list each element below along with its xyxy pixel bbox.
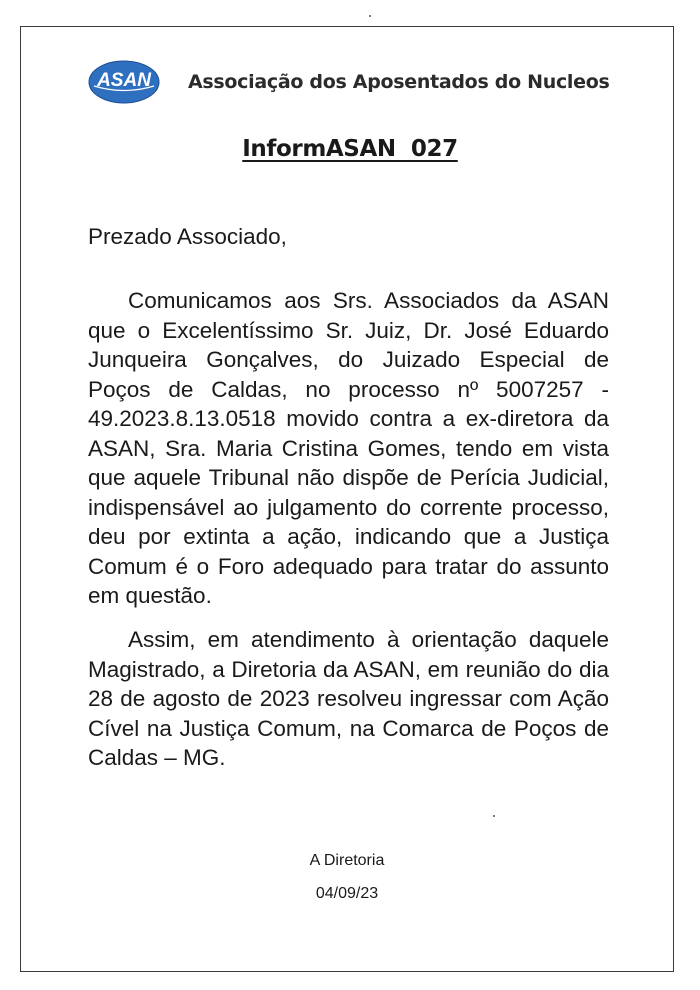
scan-speck [493,815,495,817]
body-paragraph-2: Assim, em atendimento à orientação daquele Magistrado, a Diretoria da ASAN, em reunião do dia 28 de agosto de 2023 resolveu ingressar com Ação Cível na Justiça Comum, na Comarca de Poços de Caldas – MG. [88,627,609,770]
body-paragraph-1: Comunicamos aos Srs. Associados da ASAN que o Excelentíssimo Sr. Juiz, Dr. José Eduardo Junqueira Gonçalves, do Juizado Especial de Poços de Caldas, no processo nº 5007257 - 49.2023.8.13.0518 movido contra a ex-diretora da ASAN, Sra. Maria Cristina Gomes, tendo em vista que aquele Tribunal não dispõe de Perícia Judicial, indispensável ao julgamento do corrente processo, deu por extinta a ação, indicando que a Justiça Comum é o Foro adequado para tratar do assunto em questão. [88,288,609,608]
association-name: Associação dos Aposentados do Nucleos [188,71,610,93]
signature: A Diretoria [309,852,385,869]
document-title-wrapper [0,136,700,162]
document-title: InformASAN 027 [242,136,458,162]
logo-text: ASAN [97,70,151,91]
scan-speck [369,15,371,17]
document-date: 04/09/23 [315,885,379,902]
letterhead [88,55,610,109]
asan-logo [88,59,160,105]
salutation: Prezado Associado, [88,224,287,249]
